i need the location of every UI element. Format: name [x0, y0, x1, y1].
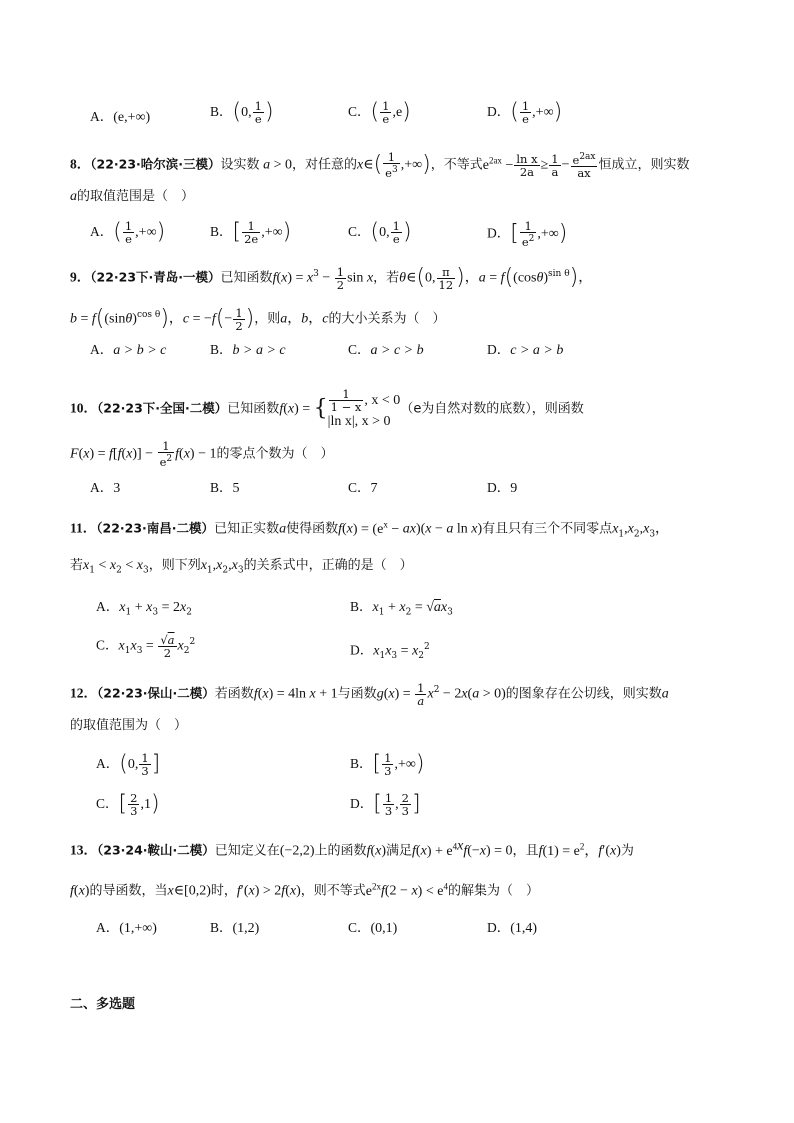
q7-option-d: D．( $\frac{1}{e}$ ,+∞) — [487, 99, 563, 126]
q12-option-b: B．[ $\frac{1}{3}$ ,+∞) — [350, 751, 425, 778]
q12-option-a: A．(0, $\frac{1}{3}$ ] — [96, 751, 161, 778]
q11-option-d: D．$x_1x_3 = x_2^2$ — [350, 642, 430, 662]
q12-stem: 12．（22·23·保山·二模）若函数f(x) = 4ln x + 1与函数g(x) = $\frac{1}{a}$ $x^2 - 2x(a > 0)$的图象存在公切线，则实数a — [70, 680, 669, 708]
q8-option-c: C．(0, $\frac{1}{e}$ ) — [348, 219, 412, 246]
q9-option-b: B．b > a > c — [210, 342, 286, 358]
q8-stem: 8．（22·23·哈尔滨·三模）设实数 a > 0，对任意的x∈( $\frac{1}{e^3}$ ,+∞)，不等式$e^{2ax}$ − $\frac{\text{ln x}}{2a}$ ≥ $\frac{1}{a}$ − $\frac{e^{2ax}}{ax}$ 恒成立，则实数 — [70, 150, 690, 181]
q11-stem-line2: 若$x_1 < x_2 < x_3$，则下列$x_1,x_2,x_3$的关系式中，正确的是（ ） — [70, 558, 413, 576]
q11-stem: 11．（22·23·南昌·二模）已知正实数a使得函数$f(x) = (e^x - ax)(x - a$ ln x)有且只有三个不同零点$x_1,x_2,x_3$， — [70, 519, 670, 540]
q9-option-a: A．a > b > c — [90, 342, 167, 358]
q7-option-a: A．(e,+∞) — [90, 109, 151, 125]
q13-option-d: D．(1,4) — [487, 920, 538, 936]
q12-option-d: D．[ $\frac{1}{3}$ , $\frac{2}{3}$ ] — [350, 791, 421, 818]
q10-option-d: D．9 — [487, 480, 518, 496]
section-title: 二、多选题 — [70, 997, 136, 1012]
q9-option-d: D．c > a > b — [487, 342, 564, 358]
q7-option-b: B．(0, $\frac{1}{e}$ ) — [210, 99, 274, 126]
q12-option-c: C．[ $\frac{2}{3}$ ,1) — [96, 791, 160, 818]
q8-option-b: B．[ $\frac{1}{2e}$ ,+∞) — [210, 219, 292, 246]
q7-option-c: C．( $\frac{1}{e}$ ,e) — [348, 99, 411, 126]
q10-option-c: C．7 — [348, 480, 378, 496]
q9-option-c: C．a > c > b — [348, 342, 424, 358]
q13-option-c: C．(0,1) — [348, 920, 398, 936]
q11-option-c: C．$x_1x_3$ = $\frac{√a}{2}$ $x_2^2$ — [96, 632, 196, 660]
q8-option-d: D．[ $\frac{1}{e^2}$ ,+∞) — [487, 219, 568, 249]
q11-option-a: A．$x_1 + x_3 = 2x_2$ — [96, 599, 192, 618]
q13-option-a: A．(1,+∞) — [96, 920, 157, 936]
q11-option-b: B．$x_1 + x_2 = √ax_3$ — [350, 599, 453, 618]
q10-option-b: B．5 — [210, 480, 240, 496]
q13-stem: 13．（23·24·鞍山·二模）已知定义在(−2,2)上的函数f(x)满足$f(x) + e^{4x}f(-x) = 0$，且$f(1) = e^2$，f′(x)为 — [70, 838, 634, 859]
q10-option-a: A．3 — [90, 480, 121, 496]
q9-stem: 9．（22·23下·青岛·一模）已知函数$f(x) = x^3$ − $\frac{1}{2}$ sin x，若θ∈(0, $\frac{\pi}{12}$ )，$a = f((\cos\theta)^{sin \theta})$， — [70, 264, 593, 292]
q12-stem-line2: 的取值范围为（ ） — [70, 718, 188, 733]
q13-option-b: B．(1,2) — [210, 920, 260, 936]
q10-stem-line2: F(x) = f[f(x)] − $\frac{1}{e^2}$ f(x) − 1的零点个数为（ ） — [70, 439, 334, 469]
q9-stem-line2: $b = f((\sin\theta)^{cos \theta})$，c = −f(− $\frac{1}{2}$ )，则a，b，c的大小关系为（ ） — [70, 305, 446, 333]
q8-stem-line2: a的取值范围是（ ） — [70, 189, 195, 204]
q10-stem: 10．（22·23下·全国·二模）已知函数f(x) = { $\frac{1}{1 - x}$ , x < 0 |ln x|, x > 0 （e为自然对数的底数），则函数 — [70, 387, 584, 429]
q8-option-a: A．( $\frac{1}{e}$ ,+∞) — [90, 219, 166, 246]
q13-stem-line2: f(x)的导函数，当x∈[0,2)时，f′(x) > 2f(x)，则不等式$e^{2x}f(2 - x) < e^4$的解集为（ ） — [70, 881, 539, 899]
